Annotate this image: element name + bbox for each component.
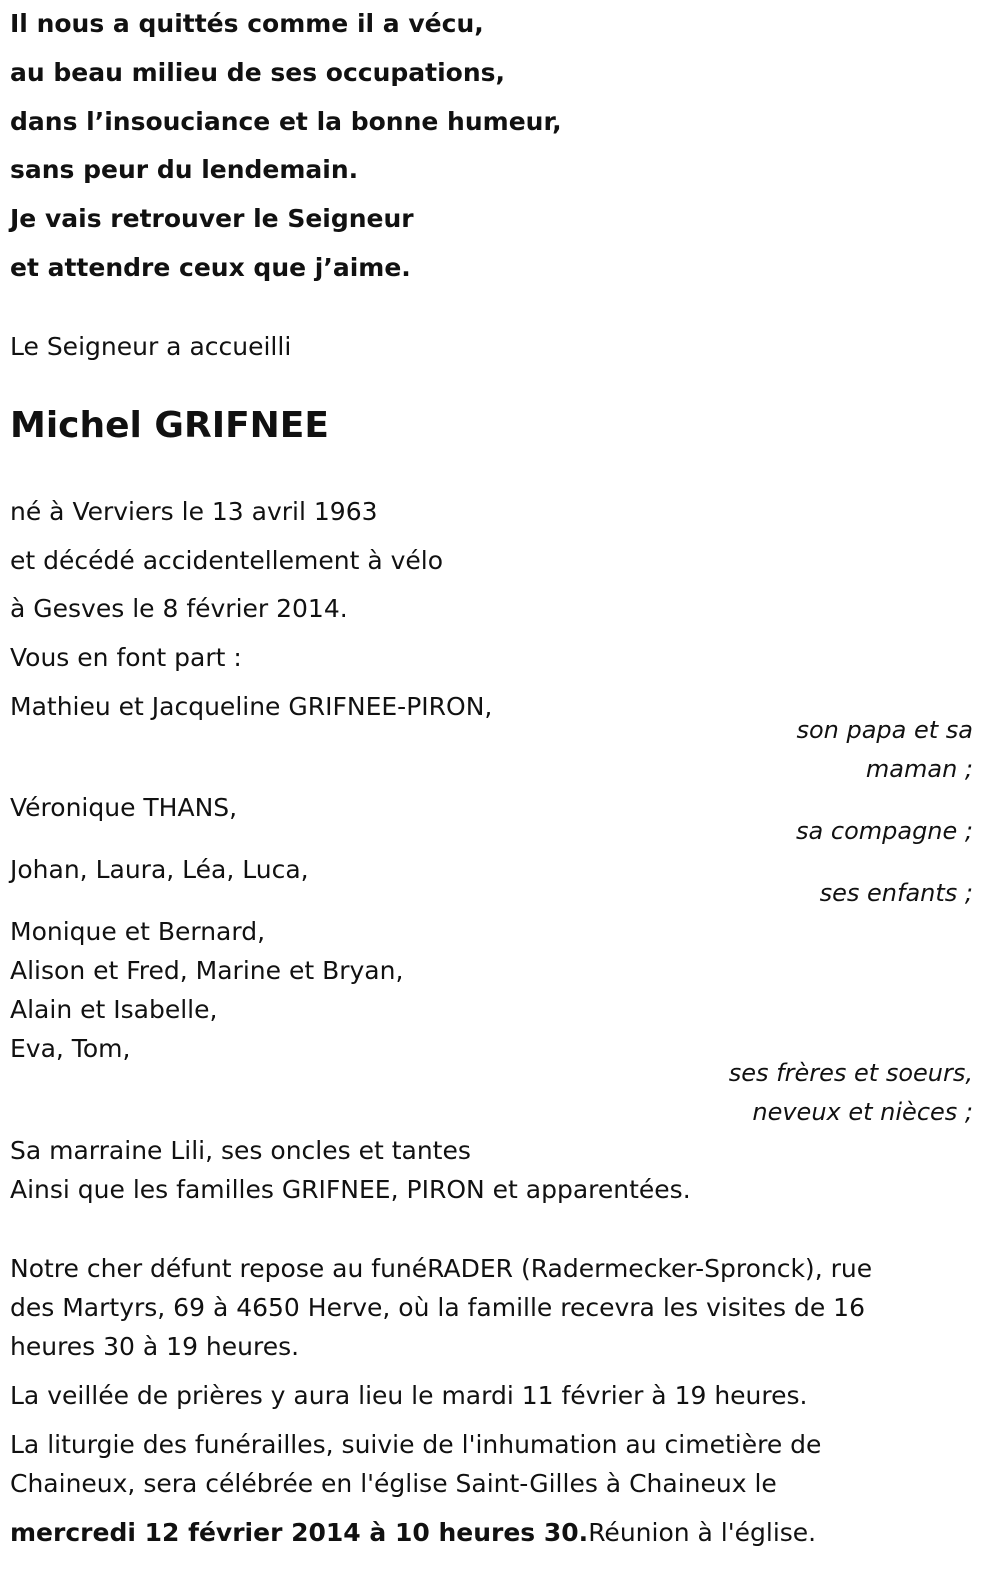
siblings-line-4: Eva, Tom, [10, 1034, 131, 1063]
funeral-meeting: Réunion à l'église. [588, 1518, 817, 1547]
poem-line-1: Il nous a quittés comme il a vécu, [10, 9, 484, 38]
siblings-line-2: Alison et Fred, Marine et Bryan, [10, 956, 404, 985]
siblings-line-1: Monique et Bernard, [10, 917, 266, 946]
visitation-line-2: des Martyrs, 69 à 4650 Herve, où la famille recevra les visites de 16 [10, 1293, 865, 1322]
death-line-1: et décédé accidentellement à vélo [10, 546, 444, 575]
children-relation: ses enfants ; [819, 879, 973, 907]
funeral-date-line [10, 1517, 816, 1549]
deceased-name: Michel GRIFNEE [10, 405, 329, 446]
announcement-line: Vous en font part : [10, 643, 242, 672]
siblings-relation-2: neveux et nièces ; [752, 1098, 973, 1126]
parents-relation-2: maman ; [865, 755, 973, 783]
poem-line-6: et attendre ceux que j’aime. [10, 253, 411, 282]
poem-line-4: sans peur du lendemain. [10, 155, 359, 184]
siblings-line-3: Alain et Isabelle, [10, 995, 218, 1024]
family-children: Johan, Laura, Léa, Luca, [10, 855, 309, 884]
intro-text: Le Seigneur a accueilli [10, 332, 292, 361]
poem-line-2: au beau milieu de ses occupations, [10, 58, 506, 87]
funeral-line-2: Chaineux, sera célébrée en l'église Saint-Gilles à Chaineux le [10, 1469, 777, 1498]
others-line-2: Ainsi que les familles GRIFNEE, PIRON et apparentées. [10, 1175, 691, 1204]
others-line-1: Sa marraine Lili, ses oncles et tantes [10, 1136, 471, 1165]
siblings-relation-1: ses frères et soeurs, [728, 1059, 973, 1087]
partner-relation: sa compagne ; [796, 817, 973, 845]
family-partner: Véronique THANS, [10, 793, 238, 822]
visitation-line-1: Notre cher défunt repose au funéRADER (Radermecker-Spronck), rue [10, 1254, 873, 1283]
poem-line-3: dans l’insouciance et la bonne humeur, [10, 107, 562, 136]
death-line-2: à Gesves le 8 février 2014. [10, 594, 348, 623]
visitation-line-3: heures 30 à 19 heures. [10, 1332, 300, 1361]
parents-relation-1: son papa et sa [796, 716, 973, 744]
vigil-line: La veillée de prières y aura lieu le mardi 11 février à 19 heures. [10, 1381, 808, 1410]
birth-line: né à Verviers le 13 avril 1963 [10, 497, 378, 526]
poem-line-5: Je vais retrouver le Seigneur [10, 204, 414, 233]
funeral-line-1: La liturgie des funérailles, suivie de l'inhumation au cimetière de [10, 1430, 822, 1459]
funeral-date: mercredi 12 février 2014 à 10 heures 30. [10, 1518, 589, 1547]
family-parents: Mathieu et Jacqueline GRIFNEE-PIRON, [10, 692, 493, 721]
